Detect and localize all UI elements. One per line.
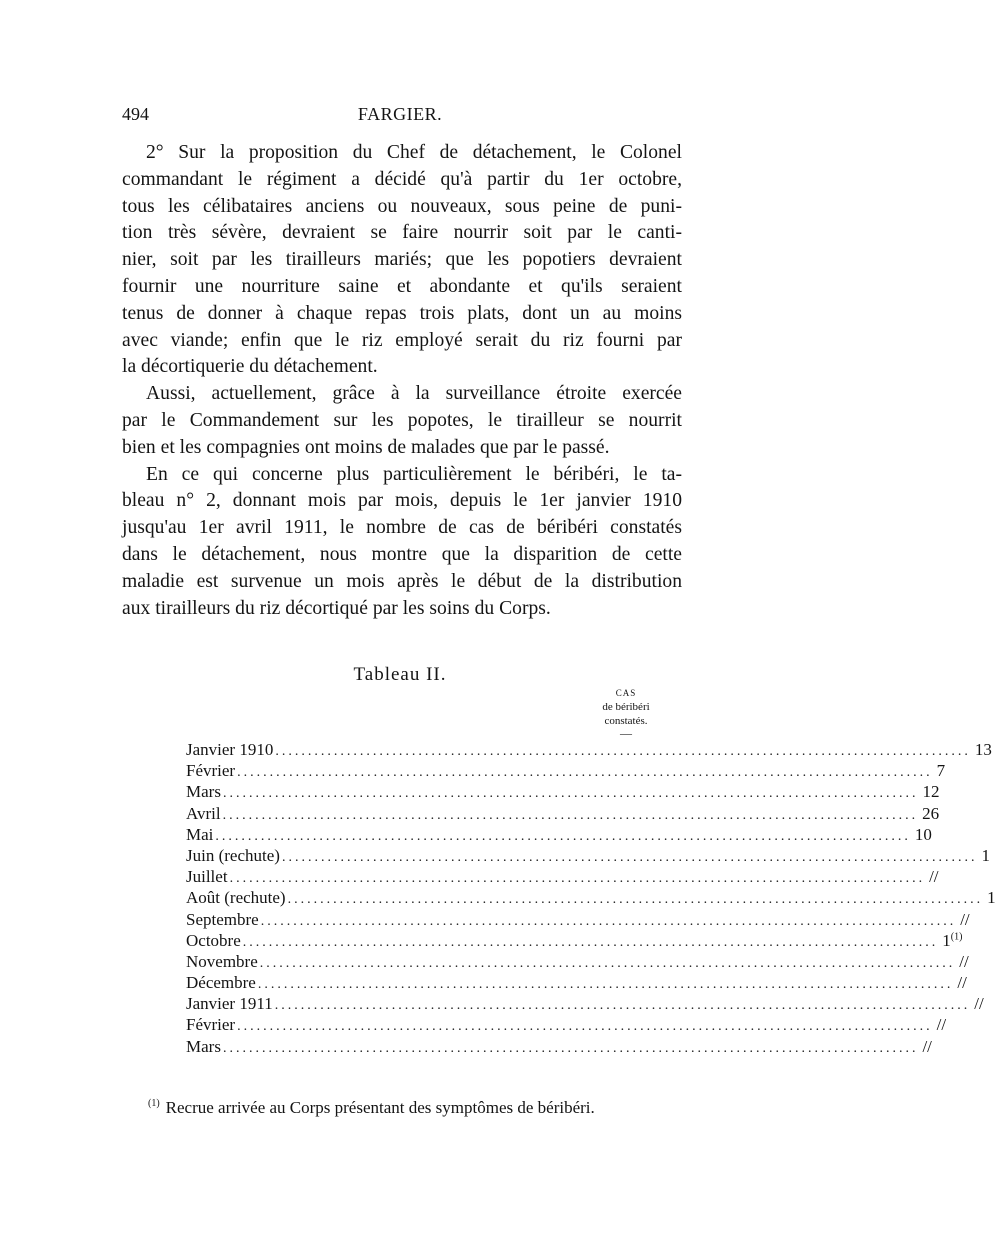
table-row [186,845,990,867]
column-header-line: de béribéri [602,701,650,713]
dot-leader: ........................................................................................................... [237,1019,933,1035]
case-count: 1 [987,888,996,908]
month-label: Février [186,761,236,781]
table-row [186,930,963,952]
month-label: Janvier 1911 [186,994,273,1014]
case-count: 7 [936,761,946,781]
table-row [186,1015,947,1036]
dot-leader: ........................................................................................................... [222,1040,919,1056]
dot-leader: ........................................................................................................... [242,934,939,950]
footnote-mark: (1) [148,1098,160,1110]
case-count: 1 [981,845,990,865]
table-row [186,888,996,909]
month-label: Septembre [186,909,259,929]
month-label: Octobre [186,930,241,950]
table-row [186,740,992,761]
case-count: // [959,951,969,971]
text-line: fournir une nourriture saine et abondante et qu'ils seraient [122,275,682,297]
month-label: Mai [186,824,214,844]
text-line: 2° Sur la proposition du Chef de détachement, le Colonel [146,142,682,163]
table-row [186,803,940,825]
footnote [148,1098,595,1118]
table-row [186,761,946,782]
dot-leader: ........................................................................................................... [237,765,933,781]
dot-leader: ........................................................................................................... [260,913,957,929]
table-row [186,1036,932,1058]
text-line: tous les célibataires anciens ou nouveaux, sous peine de puni- [122,195,682,217]
table-body [186,740,996,1058]
month-label: Décembre [186,973,256,993]
column-header-line: constatés. [604,715,648,727]
footnote-ref: (1) [950,931,963,943]
dot-leader: ........................................................................................................... [274,998,971,1014]
text-line: aux tirailleurs du riz décortiqué par les soins du Corps. [122,597,551,619]
text-line: tenus de donner à chaque repas trois plats, dont un au moins [122,302,682,324]
text-line: avec viande; enfin que le riz employé serait du riz fourni par [122,329,682,351]
dot-leader: ........................................................................................................... [222,786,919,802]
text-line: maladie est survenue un mois après le début de la distribution [122,570,682,592]
page-header [122,104,678,134]
case-count: // [936,1015,947,1035]
text-line: nier, soit par les tirailleurs mariés; que les popotiers devraient [122,249,682,271]
text-line: bien et les compagnies ont moins de malades que par le passé. [122,436,610,458]
case-count: 26 [922,803,940,823]
text-line: dans le détachement, nous montre que la disparition de cette [122,543,682,565]
table-column-header [580,686,672,738]
table-row [186,867,939,888]
month-label: Juin (rechute) [186,845,280,865]
dot-leader: ........................................................................................................... [257,977,954,993]
table-row [186,824,932,846]
case-count: // [929,867,939,887]
text-line: la décortiquerie du détachement. [122,356,378,378]
table-row [186,782,940,803]
dot-leader: ........................................................................................................... [222,807,919,823]
month-label: Mars [186,782,221,802]
month-label: Avril [186,803,221,823]
dot-leader: ........................................................................................................... [215,828,911,844]
case-count: 1$^{(1)}$ [942,930,963,950]
text-line: bleau n° 2, donnant mois par mois, depuis le 1er janvier 1910 [122,490,682,512]
text-line: commandant le régiment a décidé qu'à partir du 1er octobre, [122,168,682,190]
case-count: 13 [974,740,992,759]
text-line: tion très sévère, devraient se faire nourrir soit par le canti- [122,222,682,244]
month-label: Janvier 1910 [186,740,274,759]
month-label: Février [186,1015,236,1035]
case-count: // [960,909,970,929]
running-title: FARGIER. [357,104,443,124]
month-label: Août (rechute) [186,888,286,908]
month-label: Novembre [186,951,258,971]
case-count: 12 [922,782,940,802]
dot-leader: ........................................................................................................... [281,849,978,865]
month-label: Juillet [186,867,228,887]
dot-leader: ........................................................................................................... [259,955,956,971]
table-row [186,994,984,1015]
footnote-text: Recrue arrivée au Corps présentant des symptômes de béribéri. [165,1098,595,1117]
text-line: par le Commandement sur les popotes, le tirailleur se nourrit [122,409,682,431]
case-count: 10 [914,824,932,844]
dot-leader: ........................................................................................................... [287,892,984,908]
table-row [186,951,969,973]
table-row [186,973,967,994]
page-number: 494 [122,104,149,124]
case-count: // [974,994,984,1014]
dot-leader: ........................................................................................................... [229,871,926,887]
case-count: // [922,1036,932,1056]
month-label: Mars [186,1036,221,1056]
table-title: Tableau II. [353,664,447,685]
text-line: En ce qui concerne plus particulièrement le béribéri, le ta- [146,463,682,485]
case-count: // [957,973,967,993]
table-row [186,909,970,931]
text-line: jusqu'au 1er avril 1911, le nombre de cas de béribéri constatés [122,517,682,539]
dot-leader: ........................................................................................................... [275,744,971,759]
text-line: Aussi, actuellement, grâce à la surveillance étroite exercée [146,383,682,405]
column-header-dash: — [620,726,632,740]
column-header-line: CAS [615,688,637,698]
body-text [122,140,682,622]
